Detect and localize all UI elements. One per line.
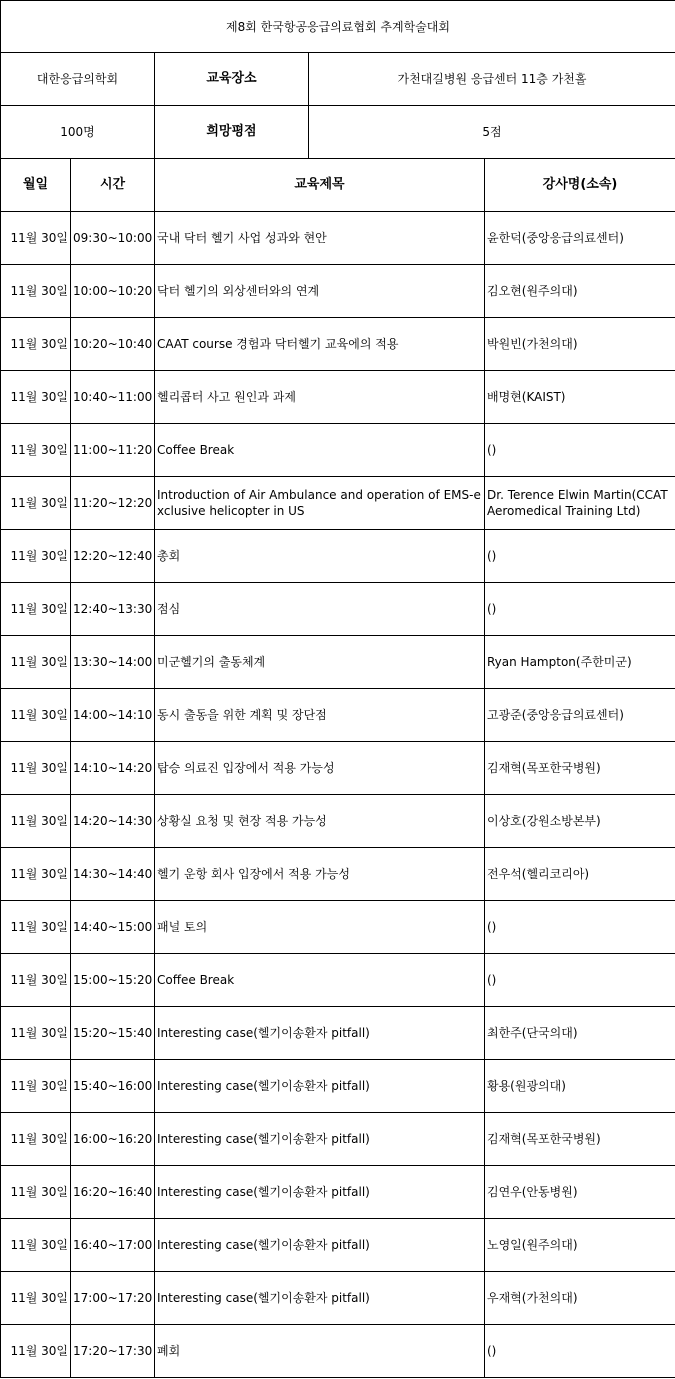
table-row	[1, 742, 675, 795]
table-row	[1, 954, 675, 1007]
time-cell: 17:00~17:20	[71, 1272, 155, 1325]
time-cell: 15:20~15:40	[71, 1007, 155, 1060]
time-cell: 14:10~14:20	[71, 742, 155, 795]
lecturer-cell: 윤한덕(중앙응급의료센터)	[485, 212, 675, 265]
table-row	[1, 901, 675, 954]
subject-cell: Interesting case(헬기이송환자 pitfall)	[155, 1113, 485, 1166]
subject-cell: Interesting case(헬기이송환자 pitfall)	[155, 1219, 485, 1272]
table-row	[1, 1113, 675, 1166]
table-row	[1, 848, 675, 901]
info-row-location	[1, 53, 675, 106]
subject-cell: Interesting case(헬기이송환자 pitfall)	[155, 1060, 485, 1113]
table-row	[1, 689, 675, 742]
credit-value: 5점	[309, 106, 675, 159]
date-cell: 11월 30일	[1, 424, 71, 477]
table-row	[1, 477, 675, 530]
lecturer-cell: Dr. Terence Elwin Martin(CCAT Aeromedical Training Ltd)	[485, 477, 675, 530]
lecturer-cell: 김연우(안동병원)	[485, 1166, 675, 1219]
capacity-cell: 100명	[1, 106, 155, 159]
date-cell: 11월 30일	[1, 901, 71, 954]
table-row	[1, 1272, 675, 1325]
time-cell: 11:20~12:20	[71, 477, 155, 530]
lecturer-cell: 고광준(중앙응급의료센터)	[485, 689, 675, 742]
time-cell: 12:20~12:40	[71, 530, 155, 583]
date-cell: 11월 30일	[1, 1219, 71, 1272]
schedule-table-body	[1, 1, 675, 1378]
time-cell: 16:00~16:20	[71, 1113, 155, 1166]
lecturer-cell: 김오현(원주의대)	[485, 265, 675, 318]
lecturer-cell: 황용(원광의대)	[485, 1060, 675, 1113]
table-row	[1, 1166, 675, 1219]
subject-cell: Interesting case(헬기이송환자 pitfall)	[155, 1272, 485, 1325]
lecturer-cell: 우재혁(가천의대)	[485, 1272, 675, 1325]
subject-cell: CAAT course 경험과 닥터헬기 교육에의 적용	[155, 318, 485, 371]
subject-cell: 헬리콥터 사고 원인과 과제	[155, 371, 485, 424]
column-header-time: 시간	[71, 159, 155, 212]
table-row	[1, 318, 675, 371]
subject-cell: Coffee Break	[155, 954, 485, 1007]
lecturer-cell: 전우석(헬리코리아)	[485, 848, 675, 901]
time-cell: 15:40~16:00	[71, 1060, 155, 1113]
lecturer-cell: 박원빈(가천의대)	[485, 318, 675, 371]
column-header-lecturer: 강사명(소속)	[485, 159, 675, 212]
info-row-credit	[1, 106, 675, 159]
location-value: 가천대길병원 응급센터 11층 가천홀	[309, 53, 675, 106]
table-row	[1, 795, 675, 848]
table-row	[1, 1007, 675, 1060]
date-cell: 11월 30일	[1, 371, 71, 424]
date-cell: 11월 30일	[1, 636, 71, 689]
subject-cell: 패널 토의	[155, 901, 485, 954]
subject-cell: 점심	[155, 583, 485, 636]
date-cell: 11월 30일	[1, 1166, 71, 1219]
time-cell: 09:30~10:00	[71, 212, 155, 265]
date-cell: 11월 30일	[1, 583, 71, 636]
table-row	[1, 583, 675, 636]
subject-cell: 헬기 운항 회사 입장에서 적용 가능성	[155, 848, 485, 901]
date-cell: 11월 30일	[1, 954, 71, 1007]
time-cell: 17:20~17:30	[71, 1325, 155, 1378]
date-cell: 11월 30일	[1, 689, 71, 742]
date-cell: 11월 30일	[1, 265, 71, 318]
subject-cell: 탑승 의료진 입장에서 적용 가능성	[155, 742, 485, 795]
time-cell: 12:40~13:30	[71, 583, 155, 636]
lecturer-cell: ()	[485, 901, 675, 954]
subject-cell: 닥터 헬기의 외상센터와의 연계	[155, 265, 485, 318]
date-cell: 11월 30일	[1, 848, 71, 901]
lecturer-cell: 배명현(KAIST)	[485, 371, 675, 424]
time-cell: 15:00~15:20	[71, 954, 155, 1007]
column-header-row	[1, 159, 675, 212]
table-row	[1, 1219, 675, 1272]
date-cell: 11월 30일	[1, 1272, 71, 1325]
table-row	[1, 424, 675, 477]
subject-cell: Interesting case(헬기이송환자 pitfall)	[155, 1166, 485, 1219]
subject-cell: Coffee Break	[155, 424, 485, 477]
lecturer-cell: 이상호(강원소방본부)	[485, 795, 675, 848]
time-cell: 14:40~15:00	[71, 901, 155, 954]
date-cell: 11월 30일	[1, 795, 71, 848]
time-cell: 14:20~14:30	[71, 795, 155, 848]
subject-cell: 총회	[155, 530, 485, 583]
lecturer-cell: 김재혁(목포한국병원)	[485, 1113, 675, 1166]
time-cell: 11:00~11:20	[71, 424, 155, 477]
subject-cell: 동시 출동을 위한 계획 및 장단점	[155, 689, 485, 742]
time-cell: 16:40~17:00	[71, 1219, 155, 1272]
date-cell: 11월 30일	[1, 1113, 71, 1166]
credit-label: 희망평점	[155, 106, 309, 159]
lecturer-cell: ()	[485, 424, 675, 477]
lecturer-cell: ()	[485, 583, 675, 636]
table-row	[1, 265, 675, 318]
column-header-subject: 교육제목	[155, 159, 485, 212]
column-header-date: 월일	[1, 159, 71, 212]
subject-cell: Introduction of Air Ambulance and operation of EMS-exclusive helicopter in US	[155, 477, 485, 530]
date-cell: 11월 30일	[1, 742, 71, 795]
subject-cell: 상황실 요청 및 현장 적용 가능성	[155, 795, 485, 848]
time-cell: 10:20~10:40	[71, 318, 155, 371]
lecturer-cell: ()	[485, 1325, 675, 1378]
date-cell: 11월 30일	[1, 318, 71, 371]
date-cell: 11월 30일	[1, 530, 71, 583]
lecturer-cell: ()	[485, 954, 675, 1007]
table-row	[1, 371, 675, 424]
date-cell: 11월 30일	[1, 212, 71, 265]
time-cell: 14:00~14:10	[71, 689, 155, 742]
time-cell: 16:20~16:40	[71, 1166, 155, 1219]
subject-cell: 폐회	[155, 1325, 485, 1378]
lecturer-cell: ()	[485, 530, 675, 583]
subject-cell: 국내 닥터 헬기 사업 성과와 현안	[155, 212, 485, 265]
event-title: 제8회 한국항공응급의료협회 추계학술대회	[1, 1, 675, 53]
lecturer-cell: 김재혁(목포한국병원)	[485, 742, 675, 795]
date-cell: 11월 30일	[1, 1325, 71, 1378]
table-row	[1, 1325, 675, 1378]
lecturer-cell: 최한주(단국의대)	[485, 1007, 675, 1060]
time-cell: 13:30~14:00	[71, 636, 155, 689]
time-cell: 10:00~10:20	[71, 265, 155, 318]
time-cell: 10:40~11:00	[71, 371, 155, 424]
date-cell: 11월 30일	[1, 1060, 71, 1113]
table-row	[1, 1060, 675, 1113]
organizer-cell: 대한응급의학회	[1, 53, 155, 106]
subject-cell: 미군헬기의 출동체계	[155, 636, 485, 689]
table-row	[1, 530, 675, 583]
table-row	[1, 212, 675, 265]
table-row	[1, 636, 675, 689]
time-cell: 14:30~14:40	[71, 848, 155, 901]
title-row	[1, 1, 675, 53]
date-cell: 11월 30일	[1, 477, 71, 530]
lecturer-cell: Ryan Hampton(주한미군)	[485, 636, 675, 689]
lecturer-cell: 노영일(원주의대)	[485, 1219, 675, 1272]
subject-cell: Interesting case(헬기이송환자 pitfall)	[155, 1007, 485, 1060]
date-cell: 11월 30일	[1, 1007, 71, 1060]
location-label: 교육장소	[155, 53, 309, 106]
